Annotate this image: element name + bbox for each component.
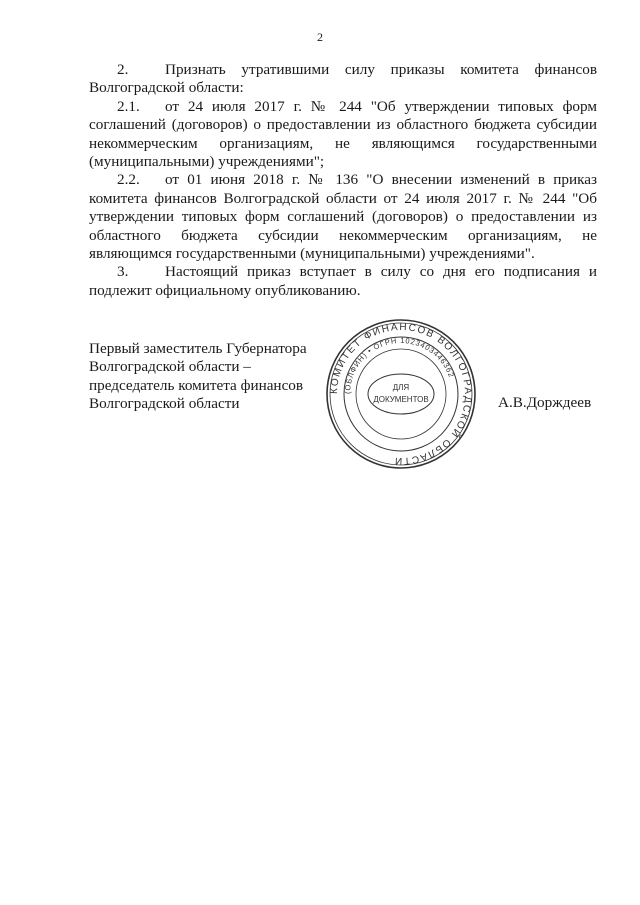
- signer-position-line: Волгоградской области: [89, 395, 240, 413]
- paragraph-text: Настоящий приказ вступает в силу со дня его подписания и подлежит официальному опубликованию.: [89, 263, 597, 299]
- paragraph-number: 3.: [117, 263, 129, 281]
- seal-center-frame: [368, 374, 434, 414]
- paragraph-2-1: [89, 98, 597, 172]
- seal-center-text: ДОКУМЕНТОВ: [373, 395, 429, 404]
- paragraph-2: [89, 61, 597, 98]
- paragraph-2-2: [89, 171, 597, 263]
- official-seal-stamp: [325, 318, 477, 470]
- signature-block: [89, 340, 319, 414]
- seal-center-text: ДЛЯ: [392, 383, 410, 392]
- page-number: 2: [317, 30, 323, 44]
- paragraph-text: Признать утратившими силу приказы комитета финансов Волгоградской области:: [89, 61, 597, 97]
- signer-name: А.В.Дорждеев: [498, 394, 592, 411]
- seal-inner-ring: [356, 349, 446, 439]
- document-body: [89, 61, 597, 300]
- paragraph-number: 2.1.: [117, 97, 140, 115]
- paragraph-3: [89, 263, 597, 300]
- paragraph-number: 2.2.: [117, 171, 140, 189]
- paragraph-text: от 01 июня 2018 г. № 136 "О внесении изменений в приказ комитета финансов Волгоградской области от 24 июля 2017 г. № 244 "Об утверждении типовых форм соглашений (договоров) о предоставлении из областного бюджета субсидии некоммерческим организациям, не являющимся государственными (муниципальными) учреждениями".: [89, 171, 597, 263]
- signer-position-line: председатель комитета финансов: [89, 376, 304, 394]
- signer-position-line: Волгоградской области –: [89, 358, 251, 376]
- paragraph-number: 2.: [117, 61, 129, 78]
- seal-inner-text: (ОБЛФИН) • ОГРН 1023403446362: [342, 335, 457, 395]
- seal-outer-text: КОМИТЕТ ФИНАНСОВ ВОЛГОГРАДСКОЙ ОБЛАСТИ: [328, 321, 474, 467]
- signer-position-line: Первый заместитель Губернатора: [89, 340, 307, 357]
- paragraph-text: от 24 июля 2017 г. № 244 "Об утверждении типовых форм соглашений (договоров) о предоставлении из областного бюджета субсидии некоммерческим организациям, не являющимся государственными (муниципальными) учреждениями";: [89, 97, 597, 171]
